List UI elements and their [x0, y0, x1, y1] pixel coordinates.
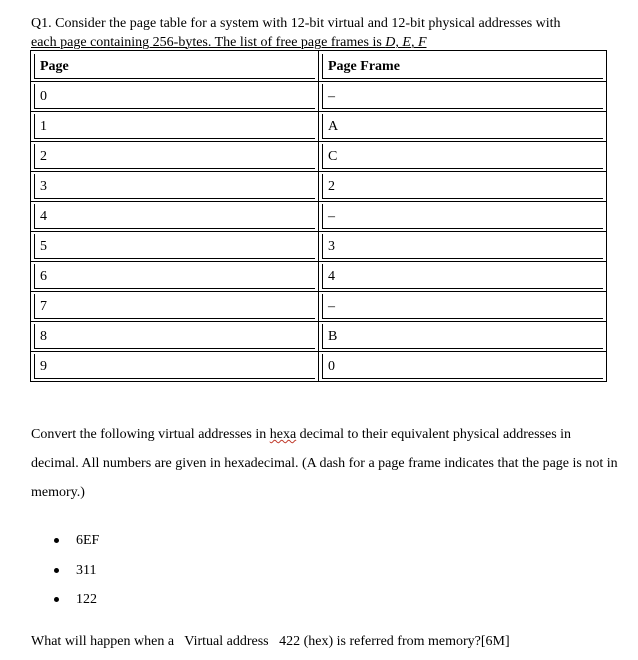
frame-cell — [319, 172, 607, 202]
frame-value: – — [322, 204, 603, 229]
bullet-icon — [54, 568, 59, 573]
page-cell — [31, 262, 319, 292]
table-row — [31, 322, 607, 352]
frame-value: 2 — [322, 174, 603, 199]
list-item — [54, 585, 99, 615]
page-value: 6 — [34, 264, 315, 289]
address-value: 122 — [76, 592, 97, 607]
instructions-paragraph — [31, 420, 621, 507]
frame-value: – — [322, 84, 603, 109]
page-value: 2 — [34, 144, 315, 169]
table-row — [31, 352, 607, 382]
page-value: 0 — [34, 84, 315, 109]
page-cell — [31, 202, 319, 232]
instructions-part-1: Convert the following virtual addresses in — [31, 427, 270, 442]
page-value: 4 — [34, 204, 315, 229]
frame-cell — [319, 322, 607, 352]
table-row — [31, 292, 607, 322]
page-table-header-row — [31, 51, 607, 82]
frame-value: 0 — [322, 354, 603, 379]
question-line-2-prefix: each page containing 256-bytes. The list of free page frames is — [31, 35, 386, 50]
page-cell — [31, 292, 319, 322]
page-value: 7 — [34, 294, 315, 319]
frame-cell — [319, 202, 607, 232]
address-value: 6EF — [76, 533, 100, 548]
address-list — [54, 526, 99, 615]
page-cell — [31, 142, 319, 172]
page-value: 1 — [34, 114, 315, 139]
table-row — [31, 172, 607, 202]
page-table — [30, 50, 607, 382]
page-cell — [31, 352, 319, 382]
frame-cell — [319, 232, 607, 262]
list-item — [54, 556, 99, 586]
frame-value: A — [322, 114, 603, 139]
header-page-frame-label: Page Frame — [322, 54, 603, 79]
page-cell — [31, 82, 319, 112]
table-row — [31, 82, 607, 112]
instructions-part-2: decimal to their equivalent physical addresses in decimal. All numbers are given in hexadecimal. (A dash for a page frame indicates that the page is not in memory.) — [31, 427, 618, 500]
page-cell — [31, 112, 319, 142]
frame-value: B — [322, 324, 603, 349]
question-line-1: Q1. Consider the page table for a system with 12-bit virtual and 12-bit physical addresses with — [31, 16, 561, 31]
frame-cell — [319, 292, 607, 322]
frame-cell — [319, 262, 607, 292]
frame-cell — [319, 142, 607, 172]
final-question: What will happen when a Virtual address 422 (hex) is referred from memory?[6M] — [31, 634, 510, 649]
page-value: 8 — [34, 324, 315, 349]
bullet-icon — [54, 538, 59, 543]
frame-value: 3 — [322, 234, 603, 259]
page-cell — [31, 172, 319, 202]
table-row — [31, 262, 607, 292]
page-value: 5 — [34, 234, 315, 259]
page-value: 3 — [34, 174, 315, 199]
header-page-label: Page — [34, 54, 315, 79]
list-item — [54, 526, 99, 556]
frame-value: – — [322, 294, 603, 319]
page-cell — [31, 232, 319, 262]
hexa-word: hexa — [269, 427, 297, 442]
frame-cell — [319, 82, 607, 112]
header-page-frame — [319, 51, 607, 82]
frame-cell — [319, 112, 607, 142]
table-row — [31, 232, 607, 262]
address-value: 311 — [76, 562, 97, 578]
frame-value: 4 — [322, 264, 603, 289]
table-row — [31, 142, 607, 172]
bullet-icon — [54, 597, 59, 602]
table-row — [31, 202, 607, 232]
frame-cell — [319, 352, 607, 382]
table-row — [31, 112, 607, 142]
free-frames-list: D, E, F — [385, 35, 427, 50]
page-cell — [31, 322, 319, 352]
page-value: 9 — [34, 354, 315, 379]
question-text — [31, 14, 621, 52]
frame-value: C — [322, 144, 603, 169]
header-page — [31, 51, 319, 82]
